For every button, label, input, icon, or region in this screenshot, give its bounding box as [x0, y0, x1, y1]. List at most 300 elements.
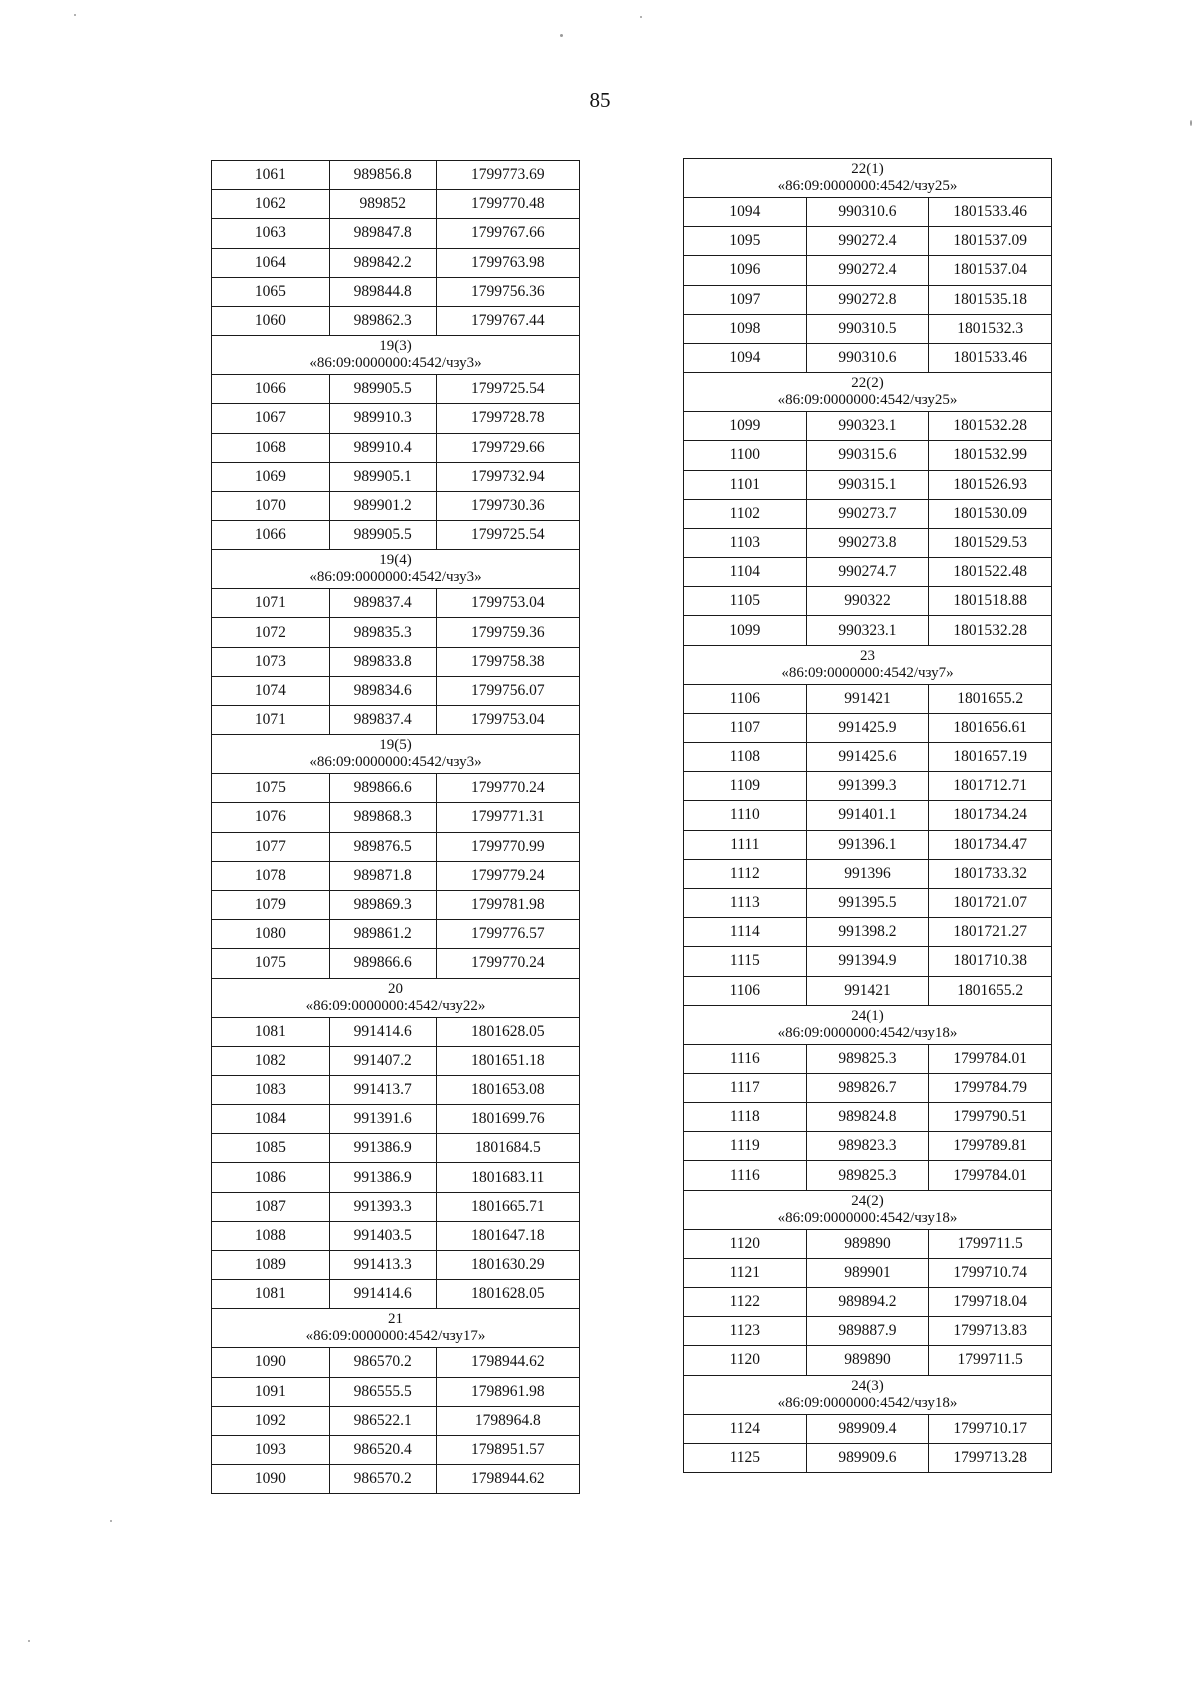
y-coordinate-cell: 1801656.61 — [929, 713, 1052, 742]
point-number-cell: 1089 — [212, 1251, 330, 1280]
point-number-cell: 1073 — [212, 647, 330, 676]
section-id: 24(3) — [851, 1377, 884, 1394]
section-header — [684, 1375, 1052, 1414]
table-row — [684, 1229, 1052, 1258]
table-row — [684, 343, 1052, 372]
table-row — [684, 918, 1052, 947]
y-coordinate-cell: 1799763.98 — [436, 248, 579, 277]
table-row — [684, 1258, 1052, 1287]
y-coordinate-cell: 1799729.66 — [436, 433, 579, 462]
y-coordinate-cell: 1801710.38 — [929, 947, 1052, 976]
section-id: 20 — [388, 980, 403, 997]
y-coordinate-cell: 1799728.78 — [436, 404, 579, 433]
table-row — [212, 676, 580, 705]
point-number-cell: 1088 — [212, 1221, 330, 1250]
section-parcel: «86:09:0000000:4542/чзу18» — [777, 1394, 958, 1411]
table-row — [212, 949, 580, 978]
x-coordinate-cell: 989866.6 — [329, 949, 436, 978]
point-number-cell: 1116 — [684, 1161, 807, 1190]
table-row — [212, 219, 580, 248]
point-number-cell: 1113 — [684, 888, 807, 917]
section-header-row — [212, 735, 580, 774]
y-coordinate-cell: 1799770.24 — [436, 774, 579, 803]
section-parcel: «86:09:0000000:4542/чзу3» — [309, 754, 482, 771]
y-coordinate-cell: 1801526.93 — [929, 470, 1052, 499]
table-row — [212, 1465, 580, 1494]
y-coordinate-cell: 1799713.28 — [929, 1443, 1052, 1472]
y-coordinate-cell: 1801535.18 — [929, 285, 1052, 314]
x-coordinate-cell: 990310.6 — [806, 343, 929, 372]
x-coordinate-cell: 990273.7 — [806, 499, 929, 528]
section-parcel: «86:09:0000000:4542/чзу3» — [309, 355, 482, 372]
table-row — [684, 412, 1052, 441]
x-coordinate-cell: 990323.1 — [806, 616, 929, 645]
point-number-cell: 1068 — [212, 433, 330, 462]
x-coordinate-cell: 989861.2 — [329, 920, 436, 949]
table-row — [212, 190, 580, 219]
x-coordinate-cell: 991414.6 — [329, 1280, 436, 1309]
scan-speck — [28, 1640, 30, 1642]
table-row — [212, 647, 580, 676]
x-coordinate-cell: 989847.8 — [329, 219, 436, 248]
x-coordinate-cell: 989910.4 — [329, 433, 436, 462]
table-row — [684, 801, 1052, 830]
point-number-cell: 1066 — [212, 521, 330, 550]
y-coordinate-cell: 1801522.48 — [929, 558, 1052, 587]
table-row — [212, 803, 580, 832]
point-number-cell: 1116 — [684, 1044, 807, 1073]
point-number-cell: 1124 — [684, 1414, 807, 1443]
table-row — [212, 433, 580, 462]
table-row — [212, 589, 580, 618]
y-coordinate-cell: 1801518.88 — [929, 587, 1052, 616]
section-parcel: «86:09:0000000:4542/чзу18» — [777, 1024, 958, 1041]
page-number: 85 — [589, 88, 611, 112]
table-row — [212, 1435, 580, 1464]
section-parcel: «86:09:0000000:4542/чзу7» — [781, 664, 954, 681]
y-coordinate-cell: 1801665.71 — [436, 1192, 579, 1221]
x-coordinate-cell: 991403.5 — [329, 1221, 436, 1250]
table-row — [212, 1377, 580, 1406]
y-coordinate-cell: 1799756.36 — [436, 277, 579, 306]
x-coordinate-cell: 989852 — [329, 190, 436, 219]
table-row — [212, 521, 580, 550]
table-row — [212, 618, 580, 647]
table-row — [212, 277, 580, 306]
y-coordinate-cell: 1799770.48 — [436, 190, 579, 219]
y-coordinate-cell: 1801529.53 — [929, 528, 1052, 557]
point-number-cell: 1098 — [684, 314, 807, 343]
section-header-row — [684, 645, 1052, 684]
y-coordinate-cell: 1799767.44 — [436, 306, 579, 335]
y-coordinate-cell: 1799753.04 — [436, 706, 579, 735]
table-row — [684, 1073, 1052, 1102]
y-coordinate-cell: 1801721.27 — [929, 918, 1052, 947]
y-coordinate-cell: 1801647.18 — [436, 1221, 579, 1250]
table-row — [684, 947, 1052, 976]
y-coordinate-cell: 1798964.8 — [436, 1406, 579, 1435]
y-coordinate-cell: 1801532.99 — [929, 441, 1052, 470]
x-coordinate-cell: 989834.6 — [329, 676, 436, 705]
point-number-cell: 1065 — [212, 277, 330, 306]
point-number-cell: 1070 — [212, 491, 330, 520]
x-coordinate-cell: 990272.8 — [806, 285, 929, 314]
table-row — [684, 285, 1052, 314]
x-coordinate-cell: 989868.3 — [329, 803, 436, 832]
x-coordinate-cell: 991395.5 — [806, 888, 929, 917]
x-coordinate-cell: 989856.8 — [329, 161, 436, 190]
x-coordinate-cell: 991399.3 — [806, 772, 929, 801]
y-coordinate-cell: 1799784.79 — [929, 1073, 1052, 1102]
point-number-cell: 1119 — [684, 1132, 807, 1161]
table-row — [684, 713, 1052, 742]
y-coordinate-cell: 1799784.01 — [929, 1044, 1052, 1073]
section-id: 21 — [388, 1311, 403, 1328]
y-coordinate-cell: 1801530.09 — [929, 499, 1052, 528]
point-number-cell: 1064 — [212, 248, 330, 277]
y-coordinate-cell: 1801532.3 — [929, 314, 1052, 343]
x-coordinate-cell: 990322 — [806, 587, 929, 616]
section-id: 22(2) — [851, 375, 884, 392]
x-coordinate-cell: 986555.5 — [329, 1377, 436, 1406]
section-header-row — [212, 1309, 580, 1348]
table-row — [684, 558, 1052, 587]
table-row — [212, 1192, 580, 1221]
x-coordinate-cell: 989869.3 — [329, 890, 436, 919]
y-coordinate-cell: 1801628.05 — [436, 1280, 579, 1309]
point-number-cell: 1118 — [684, 1103, 807, 1132]
table-row — [684, 1288, 1052, 1317]
scan-speck — [1190, 120, 1192, 126]
table-row — [212, 1046, 580, 1075]
point-number-cell: 1125 — [684, 1443, 807, 1472]
table-row — [684, 1346, 1052, 1375]
y-coordinate-cell: 1799781.98 — [436, 890, 579, 919]
point-number-cell: 1105 — [684, 587, 807, 616]
y-coordinate-cell: 1798961.98 — [436, 1377, 579, 1406]
y-coordinate-cell: 1798944.62 — [436, 1465, 579, 1494]
point-number-cell: 1090 — [212, 1348, 330, 1377]
y-coordinate-cell: 1799730.36 — [436, 491, 579, 520]
y-coordinate-cell: 1799773.69 — [436, 161, 579, 190]
x-coordinate-cell: 989835.3 — [329, 618, 436, 647]
section-header-row — [684, 373, 1052, 412]
y-coordinate-cell: 1799770.99 — [436, 832, 579, 861]
point-number-cell: 1072 — [212, 618, 330, 647]
point-number-cell: 1123 — [684, 1317, 807, 1346]
y-coordinate-cell: 1801733.32 — [929, 859, 1052, 888]
section-id: 22(1) — [851, 161, 884, 177]
x-coordinate-cell: 989823.3 — [806, 1132, 929, 1161]
x-coordinate-cell: 989876.5 — [329, 832, 436, 861]
point-number-cell: 1100 — [684, 441, 807, 470]
x-coordinate-cell: 989871.8 — [329, 861, 436, 890]
x-coordinate-cell: 991391.6 — [329, 1105, 436, 1134]
x-coordinate-cell: 991398.2 — [806, 918, 929, 947]
x-coordinate-cell: 989910.3 — [329, 404, 436, 433]
table-row — [212, 1348, 580, 1377]
point-number-cell: 1061 — [212, 161, 330, 190]
point-number-cell: 1079 — [212, 890, 330, 919]
point-number-cell: 1094 — [684, 343, 807, 372]
point-number-cell: 1101 — [684, 470, 807, 499]
table-row — [212, 1075, 580, 1104]
table-row — [212, 1105, 580, 1134]
point-number-cell: 1120 — [684, 1229, 807, 1258]
point-number-cell: 1086 — [212, 1163, 330, 1192]
section-header-row — [212, 550, 580, 589]
section-id: 24(2) — [851, 1192, 884, 1209]
y-coordinate-cell: 1801533.46 — [929, 198, 1052, 227]
x-coordinate-cell: 989909.6 — [806, 1443, 929, 1472]
section-id: 19(3) — [379, 338, 412, 355]
section-header — [212, 550, 580, 589]
x-coordinate-cell: 989837.4 — [329, 589, 436, 618]
y-coordinate-cell: 1801699.76 — [436, 1105, 579, 1134]
point-number-cell: 1099 — [684, 616, 807, 645]
y-coordinate-cell: 1799711.5 — [929, 1346, 1052, 1375]
y-coordinate-cell: 1801651.18 — [436, 1046, 579, 1075]
x-coordinate-cell: 989909.4 — [806, 1414, 929, 1443]
point-number-cell: 1097 — [684, 285, 807, 314]
section-parcel: «86:09:0000000:4542/чзу25» — [777, 392, 958, 409]
point-number-cell: 1075 — [212, 949, 330, 978]
section-parcel: «86:09:0000000:4542/чзу3» — [309, 569, 482, 586]
y-coordinate-cell: 1799771.31 — [436, 803, 579, 832]
right-table-body — [684, 159, 1052, 1473]
section-header-row — [684, 1005, 1052, 1044]
table-row — [212, 774, 580, 803]
y-coordinate-cell: 1801533.46 — [929, 343, 1052, 372]
table-row — [684, 470, 1052, 499]
point-number-cell: 1099 — [684, 412, 807, 441]
x-coordinate-cell: 990272.4 — [806, 256, 929, 285]
point-number-cell: 1081 — [212, 1280, 330, 1309]
y-coordinate-cell: 1799779.24 — [436, 861, 579, 890]
y-coordinate-cell: 1799758.38 — [436, 647, 579, 676]
x-coordinate-cell: 986570.2 — [329, 1348, 436, 1377]
table-row — [212, 1406, 580, 1435]
table-row — [684, 1414, 1052, 1443]
y-coordinate-cell: 1801683.11 — [436, 1163, 579, 1192]
section-parcel: «86:09:0000000:4542/чзу18» — [777, 1209, 958, 1226]
point-number-cell: 1110 — [684, 801, 807, 830]
point-number-cell: 1102 — [684, 499, 807, 528]
y-coordinate-cell: 1801657.19 — [929, 743, 1052, 772]
section-id: 24(1) — [851, 1007, 884, 1024]
point-number-cell: 1122 — [684, 1288, 807, 1317]
table-row — [684, 499, 1052, 528]
point-number-cell: 1084 — [212, 1105, 330, 1134]
section-header — [684, 1005, 1052, 1044]
y-coordinate-cell: 1798951.57 — [436, 1435, 579, 1464]
point-number-cell: 1091 — [212, 1377, 330, 1406]
table-row — [212, 1163, 580, 1192]
point-number-cell: 1106 — [684, 684, 807, 713]
x-coordinate-cell: 991396 — [806, 859, 929, 888]
table-row — [212, 890, 580, 919]
x-coordinate-cell: 989901 — [806, 1258, 929, 1287]
x-coordinate-cell: 991401.1 — [806, 801, 929, 830]
point-number-cell: 1106 — [684, 976, 807, 1005]
y-coordinate-cell: 1801721.07 — [929, 888, 1052, 917]
y-coordinate-cell: 1799790.51 — [929, 1103, 1052, 1132]
section-parcel: «86:09:0000000:4542/чзу22» — [305, 997, 486, 1014]
y-coordinate-cell: 1799784.01 — [929, 1161, 1052, 1190]
point-number-cell: 1092 — [212, 1406, 330, 1435]
table-row — [212, 375, 580, 404]
table-row — [212, 1017, 580, 1046]
section-header — [684, 645, 1052, 684]
point-number-cell: 1114 — [684, 918, 807, 947]
x-coordinate-cell: 989905.5 — [329, 521, 436, 550]
x-coordinate-cell: 990273.8 — [806, 528, 929, 557]
table-row — [684, 1103, 1052, 1132]
x-coordinate-cell: 990323.1 — [806, 412, 929, 441]
x-coordinate-cell: 986522.1 — [329, 1406, 436, 1435]
point-number-cell: 1104 — [684, 558, 807, 587]
table-row — [212, 832, 580, 861]
y-coordinate-cell: 1801532.28 — [929, 616, 1052, 645]
table-row — [684, 227, 1052, 256]
x-coordinate-cell: 989905.5 — [329, 375, 436, 404]
table-row — [684, 198, 1052, 227]
y-coordinate-cell: 1801655.2 — [929, 976, 1052, 1005]
x-coordinate-cell: 989844.8 — [329, 277, 436, 306]
y-coordinate-cell: 1801537.04 — [929, 256, 1052, 285]
x-coordinate-cell: 989837.4 — [329, 706, 436, 735]
y-coordinate-cell: 1801684.5 — [436, 1134, 579, 1163]
table-row — [684, 1132, 1052, 1161]
point-number-cell: 1060 — [212, 306, 330, 335]
point-number-cell: 1076 — [212, 803, 330, 832]
section-header-row — [684, 1375, 1052, 1414]
section-header — [212, 978, 580, 1017]
y-coordinate-cell: 1799725.54 — [436, 521, 579, 550]
section-header — [684, 373, 1052, 412]
y-coordinate-cell: 1799753.04 — [436, 589, 579, 618]
point-number-cell: 1087 — [212, 1192, 330, 1221]
y-coordinate-cell: 1801628.05 — [436, 1017, 579, 1046]
section-id: 19(5) — [379, 737, 412, 754]
y-coordinate-cell: 1799776.57 — [436, 920, 579, 949]
table-row — [212, 920, 580, 949]
y-coordinate-cell: 1799770.24 — [436, 949, 579, 978]
point-number-cell: 1108 — [684, 743, 807, 772]
point-number-cell: 1083 — [212, 1075, 330, 1104]
x-coordinate-cell: 991425.6 — [806, 743, 929, 772]
scan-speck — [560, 34, 563, 37]
x-coordinate-cell: 989887.9 — [806, 1317, 929, 1346]
point-number-cell: 1121 — [684, 1258, 807, 1287]
point-number-cell: 1090 — [212, 1465, 330, 1494]
x-coordinate-cell: 991394.9 — [806, 947, 929, 976]
table-row — [684, 314, 1052, 343]
y-coordinate-cell: 1799725.54 — [436, 375, 579, 404]
x-coordinate-cell: 989894.2 — [806, 1288, 929, 1317]
x-coordinate-cell: 986520.4 — [329, 1435, 436, 1464]
y-coordinate-cell: 1799732.94 — [436, 462, 579, 491]
x-coordinate-cell: 989901.2 — [329, 491, 436, 520]
table-row — [212, 491, 580, 520]
section-header — [684, 159, 1052, 198]
y-coordinate-cell: 1799759.36 — [436, 618, 579, 647]
point-number-cell: 1075 — [212, 774, 330, 803]
x-coordinate-cell: 989825.3 — [806, 1161, 929, 1190]
table-row — [684, 859, 1052, 888]
point-number-cell: 1071 — [212, 706, 330, 735]
x-coordinate-cell: 991386.9 — [329, 1134, 436, 1163]
x-coordinate-cell: 991421 — [806, 684, 929, 713]
point-number-cell: 1069 — [212, 462, 330, 491]
x-coordinate-cell: 989890 — [806, 1346, 929, 1375]
y-coordinate-cell: 1799767.66 — [436, 219, 579, 248]
x-coordinate-cell: 989905.1 — [329, 462, 436, 491]
table-row — [684, 888, 1052, 917]
table-row — [212, 1134, 580, 1163]
x-coordinate-cell: 991396.1 — [806, 830, 929, 859]
table-row — [212, 861, 580, 890]
x-coordinate-cell: 989833.8 — [329, 647, 436, 676]
section-parcel: «86:09:0000000:4542/чзу17» — [305, 1328, 486, 1345]
table-row — [684, 1044, 1052, 1073]
x-coordinate-cell: 990310.6 — [806, 198, 929, 227]
y-coordinate-cell: 1801712.71 — [929, 772, 1052, 801]
table-row — [684, 256, 1052, 285]
y-coordinate-cell: 1801653.08 — [436, 1075, 579, 1104]
table-row — [684, 743, 1052, 772]
point-number-cell: 1095 — [684, 227, 807, 256]
scan-speck — [640, 16, 642, 18]
section-parcel: «86:09:0000000:4542/чзу25» — [777, 178, 958, 194]
section-header — [684, 1190, 1052, 1229]
y-coordinate-cell: 1799789.81 — [929, 1132, 1052, 1161]
y-coordinate-cell: 1801532.28 — [929, 412, 1052, 441]
x-coordinate-cell: 991407.2 — [329, 1046, 436, 1075]
section-id: 19(4) — [379, 552, 412, 569]
table-row — [684, 587, 1052, 616]
point-number-cell: 1081 — [212, 1017, 330, 1046]
left-coordinates-table — [211, 160, 580, 1494]
point-number-cell: 1082 — [212, 1046, 330, 1075]
x-coordinate-cell: 991413.7 — [329, 1075, 436, 1104]
point-number-cell: 1074 — [212, 676, 330, 705]
point-number-cell: 1080 — [212, 920, 330, 949]
y-coordinate-cell: 1801537.09 — [929, 227, 1052, 256]
x-coordinate-cell: 989890 — [806, 1229, 929, 1258]
x-coordinate-cell: 989866.6 — [329, 774, 436, 803]
point-number-cell: 1093 — [212, 1435, 330, 1464]
section-header — [212, 735, 580, 774]
section-header-row — [684, 1190, 1052, 1229]
table-row — [212, 306, 580, 335]
x-coordinate-cell: 991421 — [806, 976, 929, 1005]
left-table-body — [212, 161, 580, 1494]
x-coordinate-cell: 991393.3 — [329, 1192, 436, 1221]
point-number-cell: 1066 — [212, 375, 330, 404]
point-number-cell: 1111 — [684, 830, 807, 859]
point-number-cell: 1077 — [212, 832, 330, 861]
x-coordinate-cell: 989826.7 — [806, 1073, 929, 1102]
point-number-cell: 1120 — [684, 1346, 807, 1375]
section-header — [212, 336, 580, 375]
x-coordinate-cell: 991414.6 — [329, 1017, 436, 1046]
y-coordinate-cell: 1801630.29 — [436, 1251, 579, 1280]
y-coordinate-cell: 1799710.17 — [929, 1414, 1052, 1443]
y-coordinate-cell: 1798944.62 — [436, 1348, 579, 1377]
y-coordinate-cell: 1799710.74 — [929, 1258, 1052, 1287]
x-coordinate-cell: 989862.3 — [329, 306, 436, 335]
